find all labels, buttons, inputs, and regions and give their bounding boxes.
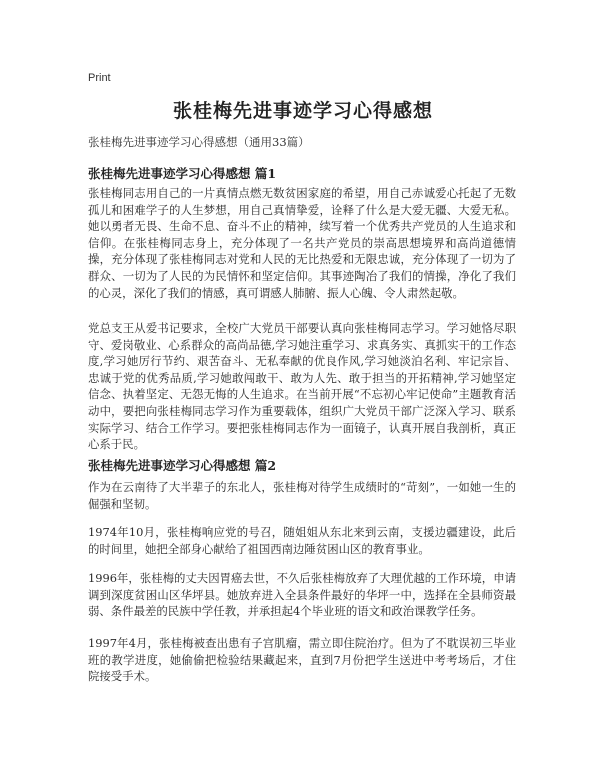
section-1-paragraph-2: 党总支王从爱书记要求，全校广大党员干部要认真向张桂梅同志学习。学习她恪尽职守、爱岗敬业、心系群众的高尚品德,学习她注重学习、求真务实、真抓实干的工作态度,学习她厉行节约、艰苦奋斗、无私奉献的优良作风,学习她淡泊名利、牢记宗旨、忠诚于党的优秀品质,学习她敢闯敢干、敢为人先、敢于担当的开拓精神,学习她坚定信念、执着坚定、无怨无悔的人生追求。在当前开展“不忘初心牢记使命”主题教育活动中，要把向张桂梅同志学习作为重要载体，组织广大党员干部广泛深入学习、联系实际学习、结合工作学习。要把张桂梅同志作为一面镜子，认真开展自我剖析，真正心系于民。 [88, 321, 516, 452]
section-2-paragraph-2: 1974年10月，张桂梅响应党的号召，随姐姐从东北来到云南，支援边疆建设，此后的时间里，她把全部身心献给了祖国西南边陲贫困山区的教育事业。 [88, 525, 516, 556]
section-heading-2: 张桂梅先进事迹学习心得感想 篇2 [88, 458, 277, 473]
section-2-paragraph-3: 1996年，张桂梅的丈夫因胃癌去世，不久后张桂梅放弃了大理优越的工作环境，申请调到深度贫困山区华坪县。她放弃进入全县条件最好的华坪一中，选择在全县师资最弱、条件最差的民族中学任教，并承担起4个毕业班的语文和政治课教学任务。 [88, 571, 516, 619]
document-subtitle: 张桂梅先进事迹学习心得感想（通用33篇） [88, 135, 310, 149]
section-1-paragraph-1: 张桂梅同志用自己的一片真情点燃无数贫困家庭的希望，用自己赤诚爱心托起了无数孤儿和困难学子的人生梦想，用自己真情挚爱，诠释了什么是大爱无疆、大爱无私。她以勇者无畏、生命不息、奋斗不止的精神，续写着一个优秀共产党员的人生追求和信仰。在张桂梅同志身上，充分体现了一名共产党员的崇高思想境界和高尚道德情操，充分体现了张桂梅同志对党和人民的无比热爱和无限忠诚，充分体现了一切为了群众、一切为了人民的为民情怀和坚定信仰。其事迹陶冶了我们的情操，净化了我们的心灵，深化了我们的情感，真可谓感人肺腑、振人心魄、令人肃然起敬。 [88, 186, 516, 300]
document-title: 张桂梅先进事迹学习心得感想 [172, 100, 433, 122]
section-2-paragraph-4: 1997年4月，张桂梅被查出患有子宫肌瘤，需立即住院治疗。但为了不耽误初三毕业班的教学进度，她偷偷把检验结果藏起来，直到7月份把学生送进中考考场后，才住院接受手术。 [88, 636, 516, 684]
section-heading-1: 张桂梅先进事迹学习心得感想 篇1 [88, 166, 277, 181]
section-2-paragraph-1: 作为在云南待了大半辈子的东北人，张桂梅对待学生成绩时的“苛刻”，一如她一生的倔强和坚韧。 [88, 480, 516, 511]
print-link[interactable]: Print [88, 72, 111, 84]
